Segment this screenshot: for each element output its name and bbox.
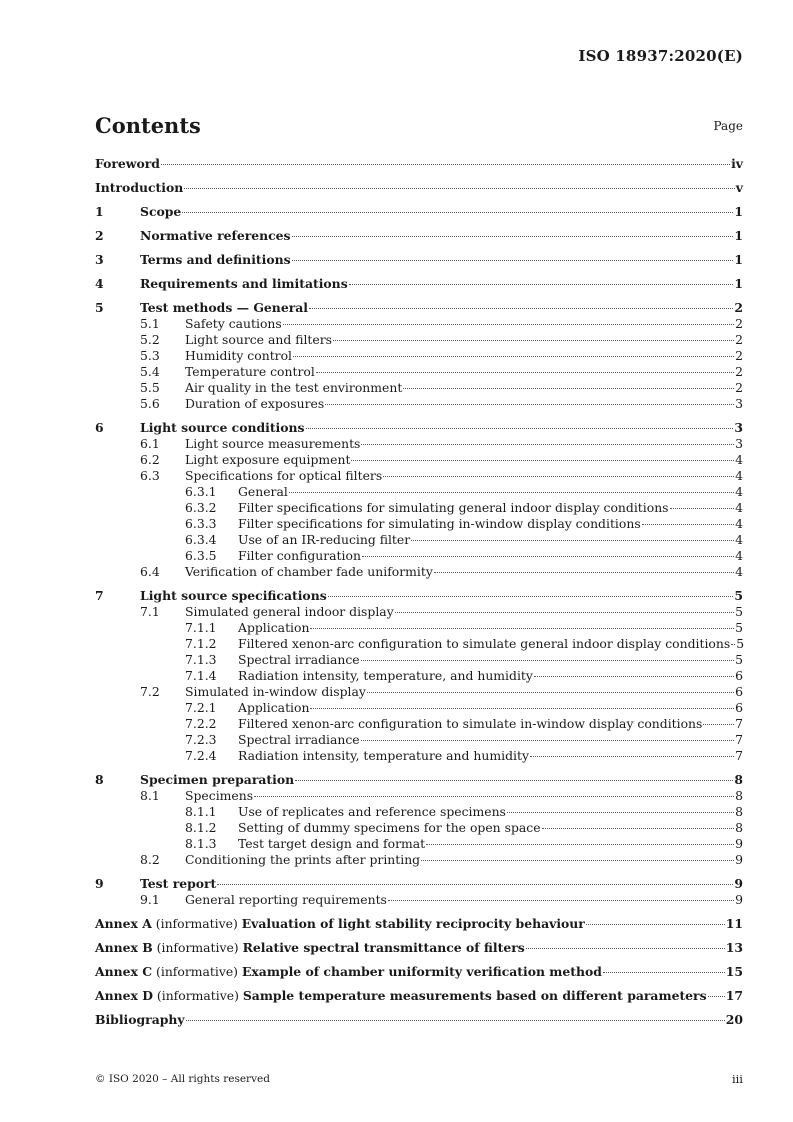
toc-entry-title: Terms and definitions (140, 252, 291, 267)
dot-leader (283, 324, 734, 325)
toc-entry-page: 3 (735, 396, 743, 411)
toc-entry-number: 8 (95, 772, 104, 787)
dot-leader (184, 188, 735, 189)
toc-entry-page: 1 (734, 228, 743, 243)
toc-entry-number: 9 (95, 876, 104, 891)
toc-entry[interactable] (95, 772, 743, 788)
annex-label: Annex B (95, 940, 153, 955)
toc-entry[interactable] (95, 316, 743, 332)
dot-leader (161, 164, 730, 165)
toc-entry-title: Conditioning the prints after printing (185, 852, 421, 867)
toc-entry-title: Radiation intensity, temperature, and humidity (238, 668, 533, 683)
toc-entry[interactable] (95, 484, 743, 500)
toc-entry-title: Introduction (95, 180, 184, 195)
toc-entry-page: 17 (725, 988, 743, 1003)
toc-entry-number: 5.6 (140, 396, 160, 411)
toc-entry[interactable] (95, 564, 743, 580)
annex-title: Sample temperature measurements based on different parameters (242, 988, 707, 1003)
annex-title: Evaluation of light stability reciprocity behaviour (241, 916, 585, 931)
dot-leader (289, 492, 734, 493)
toc-entry-number: 7.2.4 (185, 748, 217, 763)
toc-entry[interactable] (95, 548, 743, 564)
dot-leader (526, 948, 725, 949)
toc-entry-page: 4 (735, 452, 743, 467)
toc-entry-number: 8.1.2 (185, 820, 217, 835)
toc-entry-page: 8 (735, 820, 743, 835)
toc-entry-number: 8.1 (140, 788, 160, 803)
toc-entry-title: Application (238, 620, 310, 635)
toc-entry-page: 2 (734, 300, 743, 315)
dot-leader (642, 524, 734, 525)
dot-leader (186, 1020, 725, 1021)
dot-leader (310, 628, 734, 629)
toc-entry-number: 7.1.3 (185, 652, 217, 667)
toc-entry-page: 5 (734, 588, 743, 603)
toc-entry-page: 5 (735, 620, 743, 635)
dot-leader (534, 676, 734, 677)
dot-leader (731, 644, 735, 645)
toc-entry[interactable] (95, 468, 743, 484)
toc-entry-title: Light source specifications (140, 588, 327, 603)
page-title: Contents (95, 113, 201, 138)
toc-entry-number: 6.4 (140, 564, 160, 579)
toc-entry-title: Filter specifications for simulating in-window display conditions (238, 516, 641, 531)
toc-entry[interactable] (95, 716, 743, 732)
dot-leader (361, 660, 734, 661)
toc-entry-page: 2 (735, 332, 743, 347)
toc-entry[interactable] (95, 156, 743, 180)
dot-leader (542, 828, 735, 829)
page-column-label: Page (713, 119, 743, 133)
toc-entry[interactable] (95, 588, 743, 604)
toc-entry-title: Filtered xenon-arc configuration to simulate in-window display conditions (238, 716, 703, 731)
toc-entry-title: Simulated in-window display (185, 684, 366, 699)
toc-entry-page: 1 (734, 252, 743, 267)
toc-entry[interactable] (95, 852, 743, 868)
toc-entry-page: 5 (736, 636, 745, 651)
toc-entry[interactable] (95, 916, 743, 940)
dot-leader (362, 556, 734, 557)
annex-label: Annex D (95, 988, 153, 1003)
toc-entry-title: Light source measurements (185, 436, 361, 451)
annex-title: Example of chamber uniformity verification method (241, 964, 602, 979)
toc-entry-number: 6.3.2 (185, 500, 217, 515)
toc-entry-number: 5.2 (140, 332, 160, 347)
toc-entry-title: Radiation intensity, temperature and humidity (238, 748, 529, 763)
toc-entry-title: Safety cautions (185, 316, 282, 331)
toc-entry-title: Test report (140, 876, 217, 891)
toc-entry-title: Requirements and limitations (140, 276, 348, 291)
toc-entry-page: 5 (735, 652, 743, 667)
toc-entry-page: 3 (734, 420, 743, 435)
toc-entry[interactable] (95, 300, 743, 316)
toc-entry-title: Specifications for optical filters (185, 468, 383, 483)
toc-entry[interactable] (95, 988, 743, 1012)
dot-leader (182, 212, 733, 213)
toc-entry-title: Setting of dummy specimens for the open space (238, 820, 541, 835)
copyright-notice: © ISO 2020 – All rights reserved (95, 1073, 270, 1085)
dot-leader (703, 724, 734, 725)
toc-entry-number: 7.1.4 (185, 668, 217, 683)
toc-entry-page: 6 (735, 700, 743, 715)
annex-qualifier: (informative) (152, 964, 242, 979)
dot-leader (426, 844, 734, 845)
toc-entry[interactable] (95, 252, 743, 276)
toc-entry-page: 2 (735, 364, 743, 379)
toc-entry[interactable] (95, 940, 743, 964)
toc-entry-title: Test target design and format (238, 836, 426, 851)
toc-entry[interactable] (95, 788, 743, 804)
dot-leader (310, 708, 734, 709)
toc-entry-page: 8 (735, 804, 743, 819)
dot-leader (434, 572, 734, 573)
dot-leader (421, 860, 734, 861)
toc-entry-number: 6 (95, 420, 104, 435)
dot-leader (586, 924, 725, 925)
toc-entry-number: 6.3.5 (185, 548, 217, 563)
annex-title: Relative spectral transmittance of filters (242, 940, 525, 955)
toc-entry-number: 5.4 (140, 364, 160, 379)
toc-entry-page: 11 (725, 916, 743, 931)
toc-entry-page: 2 (735, 348, 743, 363)
toc-entry-title: Bibliography (95, 1012, 185, 1027)
toc-entry-title: General reporting requirements (185, 892, 387, 907)
dot-leader (383, 476, 734, 477)
toc-entry-page: 7 (735, 748, 743, 763)
dot-leader (293, 356, 734, 357)
toc-entry-title: Simulated general indoor display (185, 604, 394, 619)
toc-entry-number: 5.3 (140, 348, 160, 363)
toc-entry-page: 4 (735, 516, 743, 531)
toc-entry-page: v (735, 180, 743, 195)
toc-entry-title: Normative references (140, 228, 291, 243)
dot-leader (292, 260, 734, 261)
dot-leader (670, 508, 735, 509)
toc-entry-title: Use of an IR-reducing filter (238, 532, 411, 547)
toc-entry-page: 4 (735, 532, 743, 547)
annex-qualifier: (informative) (152, 940, 243, 955)
dot-leader (309, 308, 733, 309)
toc-entry-page: 2 (735, 380, 743, 395)
toc-entry[interactable] (95, 820, 743, 836)
dot-leader (361, 444, 734, 445)
toc-entry-title: Humidity control (185, 348, 293, 363)
toc-entry-title: Filtered xenon-arc configuration to simulate general indoor display conditions (238, 636, 731, 651)
toc-entry-title: Spectral irradiance (238, 732, 360, 747)
toc-entry-number: 6.3.1 (185, 484, 217, 499)
toc-entry-page: 1 (734, 204, 743, 219)
page-number: iii (731, 1072, 743, 1086)
dot-leader (306, 428, 734, 429)
toc-entry-page: 6 (735, 668, 743, 683)
toc-entry-page: 6 (735, 684, 743, 699)
dot-leader (217, 884, 733, 885)
dot-leader (361, 740, 734, 741)
dot-leader (333, 340, 734, 341)
toc-entry-page: 15 (725, 964, 743, 979)
toc-entry[interactable] (95, 396, 743, 412)
toc-entry[interactable] (95, 276, 743, 300)
toc-entry-page: 4 (735, 548, 743, 563)
toc-entry-number: 8.1.3 (185, 836, 217, 851)
toc-entry[interactable] (95, 684, 743, 700)
dot-leader (395, 612, 734, 613)
toc-entry[interactable] (95, 636, 743, 652)
toc-entry-number: 5.5 (140, 380, 160, 395)
toc-entry-number: 8.2 (140, 852, 160, 867)
toc-entry-page: 9 (735, 892, 743, 907)
toc-entry-number: 7.2 (140, 684, 160, 699)
dot-leader (254, 796, 734, 797)
dot-leader (328, 596, 734, 597)
toc-entry-title: Temperature control (185, 364, 315, 379)
toc-entry-page: 9 (734, 876, 743, 891)
dot-leader (292, 236, 734, 237)
toc-entry-title: Scope (140, 204, 182, 219)
toc-entry-title: Application (238, 700, 310, 715)
toc-entry-number: 2 (95, 228, 104, 243)
toc-entry-title (95, 964, 602, 980)
toc-entry-page: 20 (725, 1012, 743, 1027)
toc-entry[interactable] (95, 532, 743, 548)
toc-entry-page: 8 (734, 772, 743, 787)
toc-entry[interactable] (95, 668, 743, 684)
toc-entry[interactable] (95, 516, 743, 532)
toc-entry-title: Air quality in the test environment (185, 380, 403, 395)
toc-entry[interactable] (95, 204, 743, 228)
toc-entry-number: 7.2.1 (185, 700, 217, 715)
toc-entry-title: General (238, 484, 288, 499)
toc-entry-number: 7.1.1 (185, 620, 217, 635)
annex-qualifier: (informative) (152, 988, 243, 1003)
toc-entry-page: 3 (735, 436, 743, 451)
toc-entry-page: 4 (735, 564, 743, 579)
toc-entry-title (95, 988, 707, 1004)
toc-entry-title: Use of replicates and reference specimens (238, 804, 506, 819)
toc-entry-page: 4 (735, 500, 743, 515)
toc-entry[interactable] (95, 332, 743, 348)
toc-entry[interactable] (95, 892, 743, 908)
toc-entry-title: Filter specifications for simulating general indoor display conditions (238, 500, 669, 515)
toc-entry[interactable] (95, 500, 743, 516)
dot-leader (325, 404, 734, 405)
dot-leader (351, 460, 734, 461)
toc-entry-title (95, 940, 525, 956)
toc-entry-page: 4 (735, 468, 743, 483)
toc-entry[interactable] (95, 620, 743, 636)
toc-entry[interactable] (95, 452, 743, 468)
toc-entry-number: 7.2.3 (185, 732, 217, 747)
dot-leader (388, 900, 734, 901)
dot-leader (295, 780, 733, 781)
toc-entry-page: iv (731, 156, 743, 171)
toc-entry[interactable] (95, 420, 743, 436)
toc-entry-page: 2 (735, 316, 743, 331)
toc-entry-page: 7 (735, 732, 743, 747)
toc-entry-number: 8.1.1 (185, 804, 217, 819)
toc-entry-page: 7 (735, 716, 743, 731)
toc-entry-number: 6.3 (140, 468, 160, 483)
toc-entry-title: Light exposure equipment (185, 452, 351, 467)
annex-qualifier: (informative) (151, 916, 242, 931)
toc-entry[interactable] (95, 748, 743, 764)
toc-entry-title: Light source and filters (185, 332, 333, 347)
toc-entry-page: 1 (734, 276, 743, 291)
dot-leader (316, 372, 734, 373)
dot-leader (403, 388, 734, 389)
toc-entry-page: 9 (735, 852, 743, 867)
toc-entry[interactable] (95, 964, 743, 988)
toc-entry-number: 9.1 (140, 892, 160, 907)
toc-entry[interactable] (95, 652, 743, 668)
toc-entry-number: 6.2 (140, 452, 160, 467)
toc-entry-title: Spectral irradiance (238, 652, 360, 667)
toc-entry-number: 7.1 (140, 604, 160, 619)
table-of-contents (95, 156, 743, 1036)
toc-entry-page: 13 (725, 940, 743, 955)
toc-entry-page: 8 (735, 788, 743, 803)
toc-entry[interactable] (95, 1012, 743, 1036)
toc-entry[interactable] (95, 732, 743, 748)
toc-entry-number: 4 (95, 276, 104, 291)
toc-entry-number: 6.1 (140, 436, 160, 451)
dot-leader (507, 812, 734, 813)
dot-leader (530, 756, 734, 757)
toc-entry-title: Specimen preparation (140, 772, 295, 787)
toc-entry-title: Test methods — General (140, 300, 308, 315)
toc-entry-title: Filter configuration (238, 548, 361, 563)
toc-entry[interactable] (95, 700, 743, 716)
toc-entry-number: 5.1 (140, 316, 160, 331)
toc-entry-title: Foreword (95, 156, 160, 171)
annex-label: Annex C (95, 964, 153, 979)
toc-entry[interactable] (95, 364, 743, 380)
dot-leader (708, 996, 725, 997)
toc-entry[interactable] (95, 436, 743, 452)
toc-entry-title: Verification of chamber fade uniformity (185, 564, 433, 579)
toc-entry-title: Specimens (185, 788, 254, 803)
toc-entry-number: 7.1.2 (185, 636, 217, 651)
toc-entry-title (95, 916, 585, 932)
toc-entry-number: 6.3.4 (185, 532, 217, 547)
toc-entry-page: 4 (735, 484, 743, 499)
toc-entry[interactable] (95, 180, 743, 204)
toc-entry-number: 7 (95, 588, 104, 603)
toc-entry-number: 1 (95, 204, 104, 219)
toc-entry-title: Duration of exposures (185, 396, 325, 411)
annex-label: Annex A (95, 916, 152, 931)
toc-entry[interactable] (95, 804, 743, 820)
toc-entry[interactable] (95, 836, 743, 852)
toc-entry[interactable] (95, 604, 743, 620)
toc-entry-number: 3 (95, 252, 104, 267)
dot-leader (411, 540, 734, 541)
toc-entry-page: 5 (735, 604, 743, 619)
toc-entry[interactable] (95, 876, 743, 892)
standard-identifier: ISO 18937:2020(E) (578, 47, 743, 65)
dot-leader (603, 972, 725, 973)
toc-entry-number: 5 (95, 300, 104, 315)
toc-entry[interactable] (95, 348, 743, 364)
dot-leader (367, 692, 734, 693)
toc-entry-page: 9 (735, 836, 743, 851)
toc-entry-number: 6.3.3 (185, 516, 217, 531)
toc-entry-number: 7.2.2 (185, 716, 217, 731)
toc-entry[interactable] (95, 228, 743, 252)
toc-entry-title: Light source conditions (140, 420, 305, 435)
toc-entry[interactable] (95, 380, 743, 396)
dot-leader (349, 284, 734, 285)
